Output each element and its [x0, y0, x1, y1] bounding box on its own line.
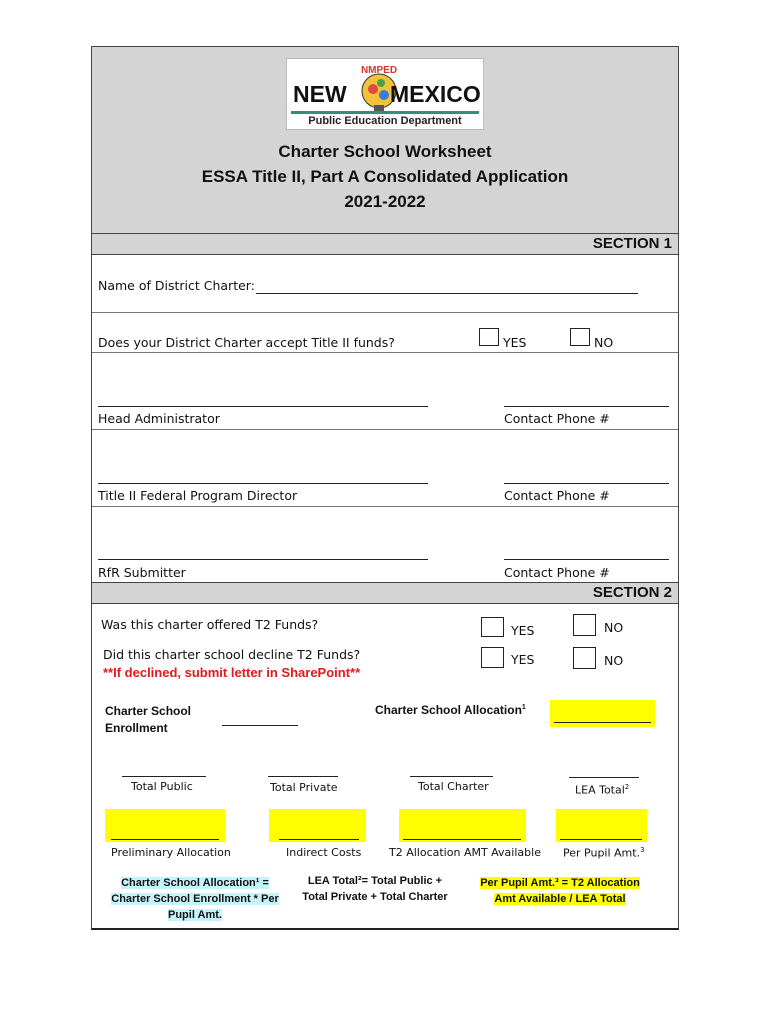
total-private-label: Total Private	[270, 781, 338, 794]
rfr-submitter-label: RfR Submitter	[98, 565, 186, 580]
section-1-title: SECTION 1	[592, 235, 672, 252]
title-ii-director-field[interactable]	[98, 483, 428, 484]
per-pupil-amt-field[interactable]	[556, 809, 647, 842]
divider	[92, 352, 678, 353]
allocation-label: Charter School Allocation$^1$	[375, 703, 526, 717]
logo-word-left: NEW	[293, 81, 347, 107]
title-line-1: Charter School Worksheet	[278, 142, 492, 161]
declined-yes-checkbox[interactable]	[481, 647, 504, 668]
lea-total-label: LEA Total$^2$	[575, 783, 630, 797]
section-2-bar	[92, 582, 678, 604]
enrollment-label: Charter School Enrollment	[105, 704, 192, 735]
title-line-2: ESSA Title II, Part A Consolidated Application	[201, 167, 569, 186]
field-underline	[560, 839, 642, 840]
declined-t2-question: Did this charter school decline T2 Funds?	[103, 647, 361, 662]
total-private-field[interactable]	[268, 776, 338, 777]
title-line-3: 2021-2022	[344, 192, 426, 211]
total-public-field[interactable]	[122, 776, 206, 777]
section-2-title: SECTION 2	[592, 584, 672, 601]
total-charter-field[interactable]	[410, 776, 493, 777]
section-1-bar	[92, 233, 678, 255]
divider	[92, 429, 678, 430]
indirect-costs-field[interactable]	[269, 809, 366, 842]
logo-badge-text: NMPED	[360, 65, 398, 76]
offered-t2-question: Was this charter offered T2 Funds?	[101, 617, 319, 632]
accept-yes-label: YES	[503, 335, 527, 350]
t2-allocation-field[interactable]	[399, 809, 526, 842]
contact-phone-label: Contact Phone #	[504, 488, 610, 503]
field-underline	[111, 839, 219, 840]
offered-no-checkbox[interactable]	[573, 614, 596, 636]
accept-title-ii-question: Does your District Charter accept Title II funds?	[98, 335, 395, 350]
allocation-underline	[554, 722, 651, 723]
field-underline	[279, 839, 359, 840]
head-administrator-field[interactable]	[98, 406, 428, 407]
rfr-submitter-phone-field[interactable]	[504, 559, 669, 560]
district-charter-label: Name of District Charter:	[98, 278, 255, 293]
title-ii-director-phone-field[interactable]	[504, 483, 669, 484]
head-administrator-label: Head Administrator	[98, 411, 220, 426]
declined-note: **If declined, submit letter in SharePoint**	[103, 665, 361, 680]
nmped-logo	[286, 58, 484, 130]
offered-yes-label: YES	[511, 623, 535, 638]
declined-yes-label: YES	[511, 652, 535, 667]
lea-total-field[interactable]	[569, 777, 639, 778]
contact-phone-label: Contact Phone #	[504, 565, 610, 580]
declined-no-label: NO	[604, 653, 624, 668]
logo-word-right: MEXICO	[390, 81, 481, 107]
declined-no-checkbox[interactable]	[573, 647, 596, 669]
total-public-label: Total Public	[131, 780, 193, 793]
formula-per-pupil: Per Pupil Amt.³ = T2 Allocation Amt Available / LEA Total	[480, 877, 640, 905]
logo-subtitle: Public Education Department	[308, 115, 462, 127]
accept-no-checkbox[interactable]	[570, 328, 590, 346]
divider	[92, 506, 678, 507]
total-charter-label: Total Charter	[418, 780, 489, 793]
offered-no-label: NO	[604, 620, 624, 635]
allocation-field[interactable]	[550, 700, 655, 727]
logo-divider	[291, 111, 479, 114]
field-underline	[403, 839, 521, 840]
divider	[92, 312, 678, 313]
offered-yes-checkbox[interactable]	[481, 617, 504, 637]
t2-allocation-label: T2 Allocation AMT Available	[389, 846, 541, 859]
contact-phone-label: Contact Phone #	[504, 411, 610, 426]
allocation-footnote: 1	[521, 704, 526, 711]
district-charter-field[interactable]	[256, 293, 638, 294]
head-administrator-phone-field[interactable]	[504, 406, 669, 407]
formula-lea-total: LEA Total²= Total Public + Total Private + Total Charter	[302, 875, 448, 903]
title-ii-director-label: Title II Federal Program Director	[98, 488, 298, 503]
accept-yes-checkbox[interactable]	[479, 328, 499, 346]
rfr-submitter-field[interactable]	[98, 559, 428, 560]
preliminary-allocation-field[interactable]	[105, 809, 225, 842]
accept-no-label: NO	[594, 335, 614, 350]
formula-charter-allocation: Charter School Allocation¹ = Charter School Enrollment * Per Pupil Amt.	[111, 877, 279, 921]
per-pupil-amt-label: Per Pupil Amt.$^3$	[563, 846, 645, 860]
preliminary-allocation-label: Preliminary Allocation	[111, 846, 231, 859]
enrollment-field[interactable]	[222, 725, 298, 726]
indirect-costs-label: Indirect Costs	[286, 846, 362, 859]
